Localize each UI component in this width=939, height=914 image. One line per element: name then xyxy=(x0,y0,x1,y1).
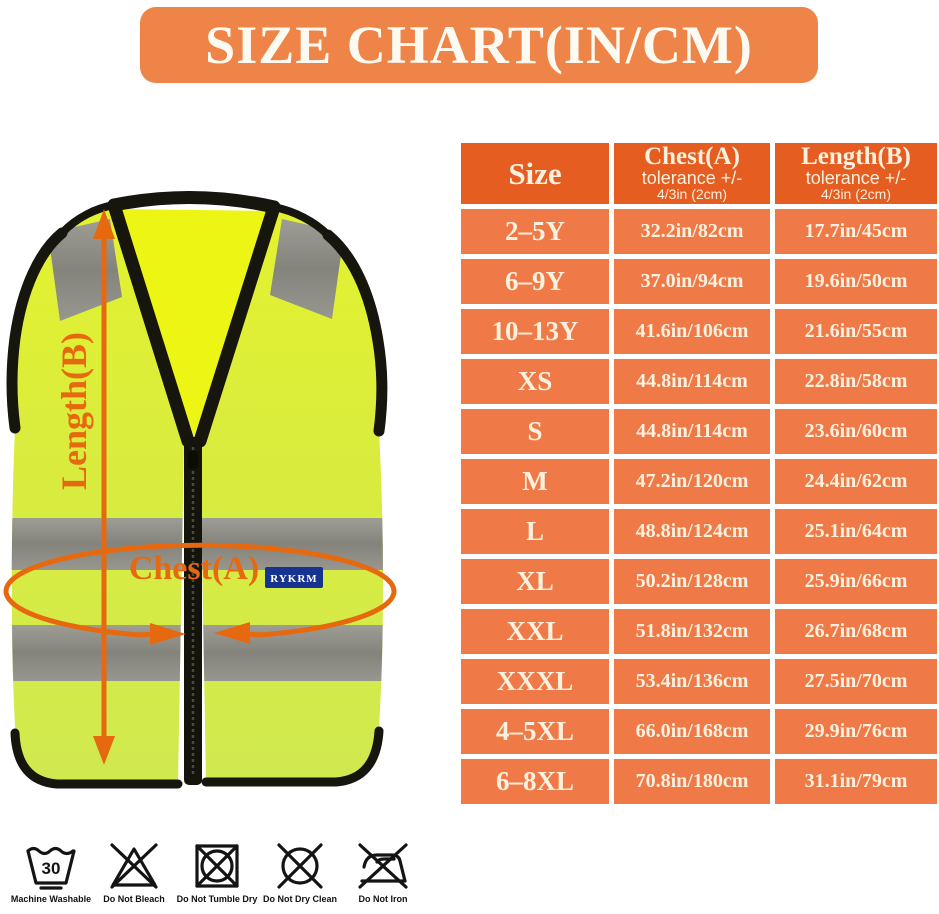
size-cell: 2–5Y xyxy=(461,209,609,254)
care-item-machine-washable xyxy=(10,840,92,904)
length-cell: 31.1in/79cm xyxy=(775,759,937,804)
brand-label-text: RYKRM xyxy=(270,573,318,585)
header-chest-tolerance-detail: 4/3in (2cm) xyxy=(656,186,728,202)
care-label: Do Not Tumble Dry xyxy=(176,894,258,904)
care-item-do-not-bleach xyxy=(99,840,169,904)
vest-illustration xyxy=(2,193,402,808)
do-not-bleach-icon xyxy=(106,840,162,892)
chest-cell: 47.2in/120cm xyxy=(614,459,770,504)
do-not-tumble-dry-icon xyxy=(189,840,245,892)
care-item-do-not-dry-clean xyxy=(263,840,338,904)
header-chest xyxy=(614,143,770,204)
size-cell: XS xyxy=(461,359,609,404)
length-cell: 19.6in/50cm xyxy=(775,259,937,304)
wash-temp-text: 30 xyxy=(41,859,61,878)
size-cell: 6–8XL xyxy=(461,759,609,804)
chest-cell: 70.8in/180cm xyxy=(614,759,770,804)
zipper-pull xyxy=(188,451,198,469)
length-cell: 29.9in/76cm xyxy=(775,709,937,754)
size-cell: 6–9Y xyxy=(461,259,609,304)
header-length-title: Length(B) xyxy=(801,143,911,170)
do-not-dry-clean-icon xyxy=(272,840,328,892)
page-title: SIZE CHART(IN/CM) xyxy=(205,15,753,75)
chest-cell: 66.0in/168cm xyxy=(614,709,770,754)
machine-washable-30-icon xyxy=(23,840,79,892)
care-label: Do Not Dry Clean xyxy=(263,894,338,904)
size-table xyxy=(461,143,937,804)
size-cell: L xyxy=(461,509,609,554)
care-label: Machine Washable xyxy=(10,894,92,904)
care-item-do-not-iron xyxy=(348,840,418,904)
length-cell: 23.6in/60cm xyxy=(775,409,937,454)
do-not-iron-icon xyxy=(355,840,411,892)
chest-cell: 41.6in/106cm xyxy=(614,309,770,354)
length-cell: 24.4in/62cm xyxy=(775,459,937,504)
length-cell: 21.6in/55cm xyxy=(775,309,937,354)
length-cell: 27.5in/70cm xyxy=(775,659,937,704)
header-length xyxy=(775,143,937,204)
chest-label: Chest(A) xyxy=(128,550,260,587)
length-label: Length(B) xyxy=(54,331,94,491)
care-instructions xyxy=(10,840,418,904)
size-cell: 4–5XL xyxy=(461,709,609,754)
chest-cell: 53.4in/136cm xyxy=(614,659,770,704)
header-chest-tolerance: tolerance +/- xyxy=(641,168,743,188)
chest-cell: 37.0in/94cm xyxy=(614,259,770,304)
length-cell: 17.7in/45cm xyxy=(775,209,937,254)
chest-cell: 32.2in/82cm xyxy=(614,209,770,254)
size-cell: XL xyxy=(461,559,609,604)
care-label: Do Not Iron xyxy=(358,894,408,904)
header-size: Size xyxy=(461,143,609,204)
chest-cell: 51.8in/132cm xyxy=(614,609,770,654)
length-cell: 25.1in/64cm xyxy=(775,509,937,554)
chest-cell: 48.8in/124cm xyxy=(614,509,770,554)
size-cell: M xyxy=(461,459,609,504)
size-cell: XXXL xyxy=(461,659,609,704)
collar-trim-top xyxy=(114,197,274,207)
size-cell: 10–13Y xyxy=(461,309,609,354)
size-cell: S xyxy=(461,409,609,454)
title-banner xyxy=(140,7,818,83)
length-cell: 26.7in/68cm xyxy=(775,609,937,654)
header-length-tolerance-detail: 4/3in (2cm) xyxy=(820,186,892,202)
care-item-do-not-tumble-dry xyxy=(176,840,258,904)
size-cell: XXL xyxy=(461,609,609,654)
header-chest-title: Chest(A) xyxy=(644,143,740,170)
chest-cell: 50.2in/128cm xyxy=(614,559,770,604)
length-cell: 22.8in/58cm xyxy=(775,359,937,404)
length-cell: 25.9in/66cm xyxy=(775,559,937,604)
chest-cell: 44.8in/114cm xyxy=(614,359,770,404)
header-length-tolerance: tolerance +/- xyxy=(805,168,907,188)
care-label: Do Not Bleach xyxy=(103,894,165,904)
chest-cell: 44.8in/114cm xyxy=(614,409,770,454)
